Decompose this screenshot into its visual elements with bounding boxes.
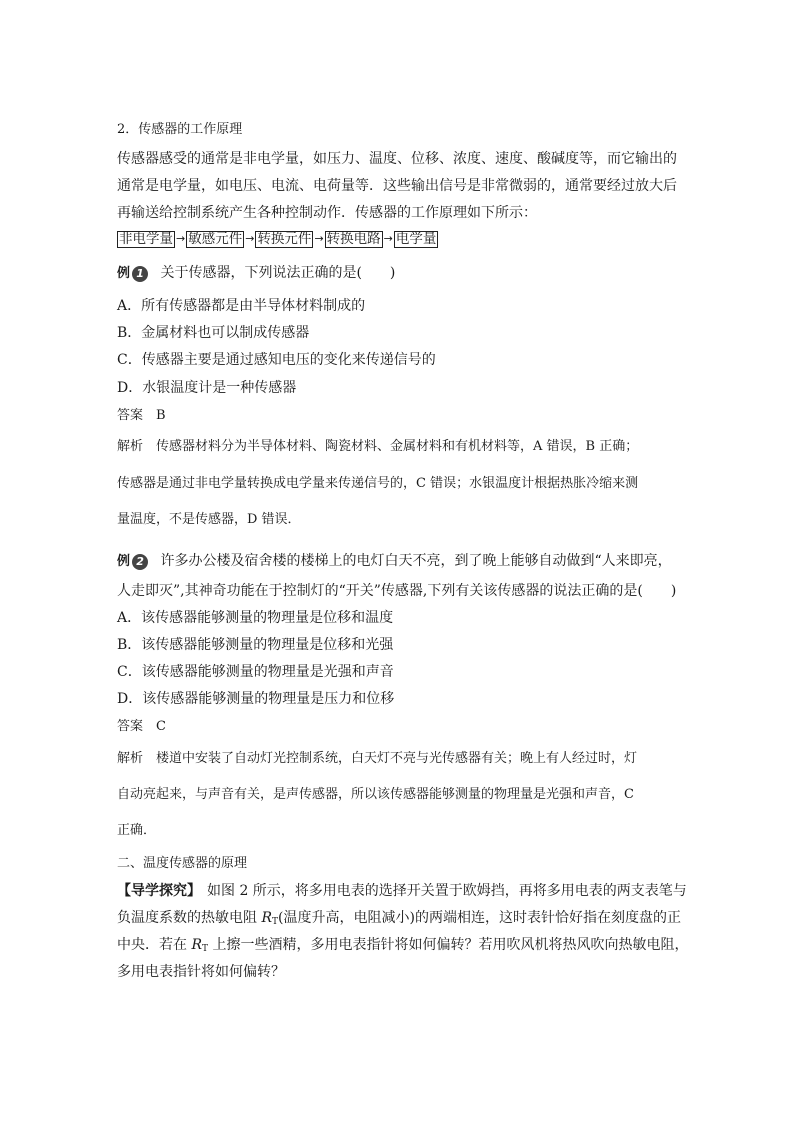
arrow-icon: → — [245, 232, 255, 245]
analysis-line: 解析 传感器材料分为半导体材料、陶瓷材料、金属材料和有机材料等，A 错误，B 正确； — [117, 439, 639, 454]
flow-box: 电学量 — [395, 230, 437, 247]
option-a: A．所有传感器都是由半导体材料制成的 — [117, 298, 366, 314]
guide-text: 如图 2 所示，将多用电表的选择开关置于欧姆挡，再将多用电表的两支表笔与 — [207, 883, 687, 899]
analysis-line: 自动亮起来，与声音有关，是声传感器，所以该传感器能够测量的物理量是光强和声音，C — [117, 787, 634, 802]
question-text: 许多办公楼及宿舍楼的楼梯上的电灯白天不亮，到了晚上能够自动做到“人来即亮， — [160, 553, 672, 569]
paragraph-line: 传感器感受的通常是非电学量，如压力、温度、位移、浓度、速度、酸碱度等，而它输出的 — [117, 151, 677, 167]
section-heading: 二、温度传感器的原理 — [117, 856, 248, 871]
analysis-line: 解析 楼道中安装了自动灯光控制系统，白天灯不亮与光传感器有关；晚上有人经过时，灯 — [117, 751, 638, 766]
arrow-icon: → — [314, 232, 324, 245]
option-d: D．水银温度计是一种传感器 — [117, 380, 297, 396]
arrow-icon: → — [383, 232, 393, 245]
answer: 答案 B — [117, 408, 166, 423]
question-text: 人走即灭”,其神奇功能在于控制灯的“开关”传感器,下列有关该传感器的说法正确的是( ) — [117, 583, 677, 599]
answer: 答案 C — [117, 719, 166, 734]
arrow-icon: → — [176, 232, 186, 245]
option-c: C．传感器主要是通过感知电压的变化来传递信号的 — [117, 352, 436, 368]
guide-text: 上擦一些酒精，多用电表指针将如何偏转？若用吹风机将热风吹向热敏电阻， — [208, 937, 689, 953]
guide-text: 负温度系数的热敏电阻 — [117, 910, 262, 926]
guide-label: 【导学探究】 — [117, 883, 201, 899]
resistor-subscript: T — [272, 917, 279, 927]
flow-box: 敏感元件 — [188, 230, 243, 247]
example-number-badge: 1 — [132, 266, 148, 282]
guide-line — [117, 909, 681, 931]
guide-text: 中央．若在 — [117, 937, 192, 953]
example-label-text: 例 — [117, 554, 131, 569]
flow-box: 非电学量 — [119, 230, 173, 247]
section-heading: 2．传感器的工作原理 — [117, 122, 243, 137]
flow-box: 转换元件 — [257, 230, 312, 247]
option-b: B．金属材料也可以制成传感器 — [117, 325, 310, 341]
option-d: D．该传感器能够测量的物理量是压力和位移 — [117, 691, 395, 707]
example-label — [117, 265, 148, 283]
example-label — [117, 553, 148, 571]
resistor-symbol: R — [191, 937, 202, 953]
guide-line — [117, 882, 687, 900]
analysis-line: 量温度，不是传感器，D 错误． — [117, 512, 301, 527]
example-number-badge: 2 — [132, 554, 148, 570]
example-1-question — [117, 264, 395, 283]
guide-text: (温度升高，电阻减小)的两端相连，这时表针恰好指在刻度盘的正 — [278, 910, 681, 926]
analysis-line: 正确． — [117, 823, 157, 838]
example-label-text: 例 — [117, 266, 131, 281]
paragraph-line: 通常是电学量，如电压、电流、电荷量等．这些输出信号是非常微弱的，通常要经过放大后 — [117, 178, 677, 194]
resistor-symbol: R — [261, 910, 272, 926]
flow-box: 转换电路 — [326, 230, 381, 247]
option-c: C．该传感器能够测量的物理量是光强和声音 — [117, 664, 394, 680]
paragraph-line: 再输送给控制系统产生各种控制动作．传感器的工作原理如下所示： — [117, 205, 537, 221]
example-2-question — [117, 552, 672, 571]
option-b: B．该传感器能够测量的物理量是位移和光强 — [117, 637, 394, 653]
question-text: 关于传感器，下列说法正确的是( ) — [160, 265, 396, 281]
option-a: A．该传感器能够测量的物理量是位移和温度 — [117, 610, 394, 626]
principle-flow-diagram — [117, 230, 438, 248]
guide-line — [117, 936, 688, 958]
analysis-line: 传感器是通过非电学量转换成电学量来传递信号的，C 错误；水银温度计根据热胀冷缩来测 — [117, 476, 639, 491]
guide-line: 多用电表指针将如何偏转？ — [117, 964, 285, 980]
resistor-subscript: T — [202, 944, 209, 954]
